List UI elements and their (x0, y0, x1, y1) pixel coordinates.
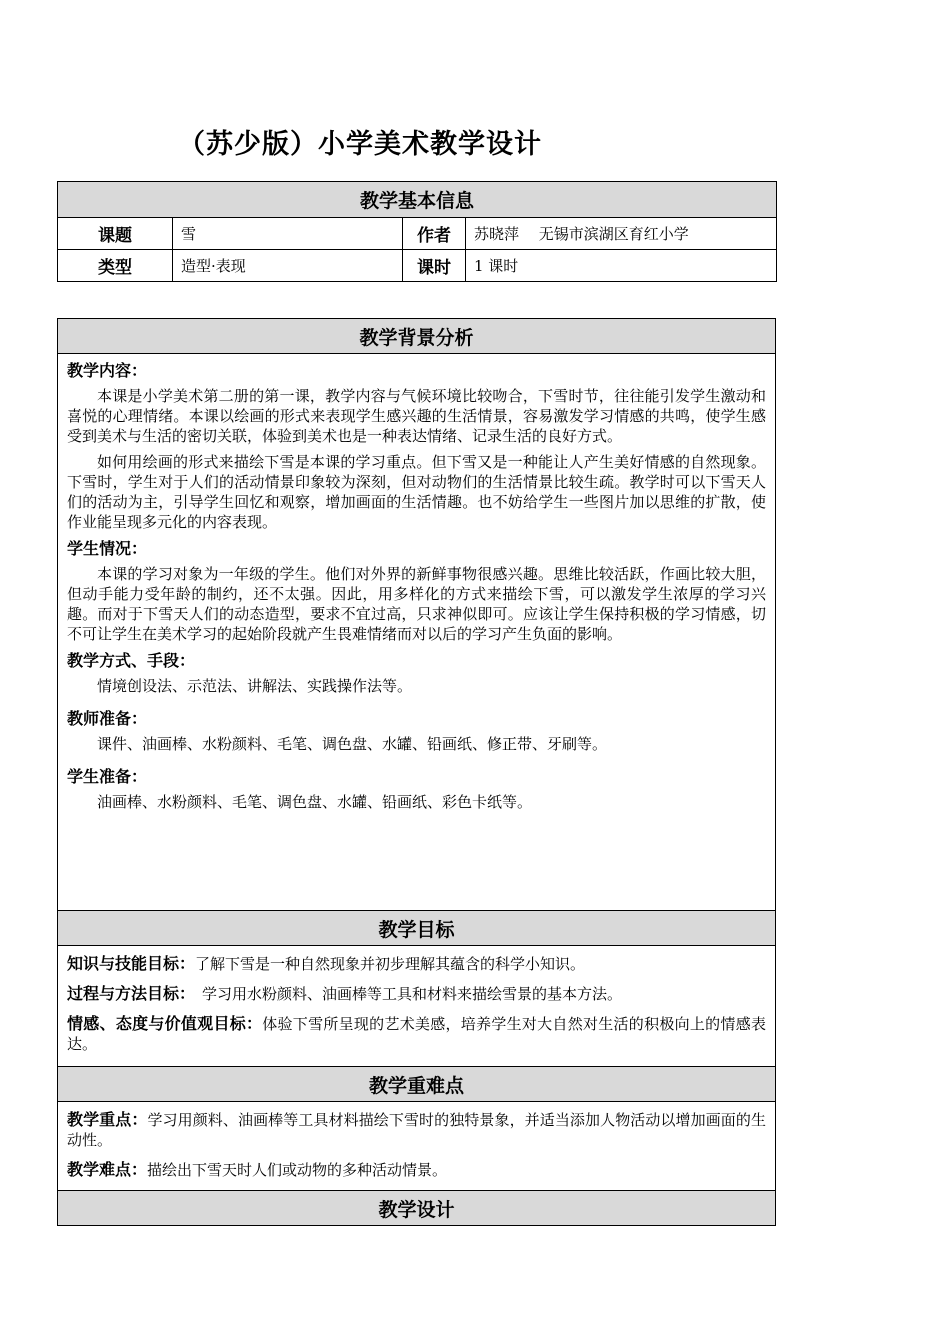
author-label: 作者 (403, 218, 466, 250)
content-title: 教学内容： (67, 361, 148, 380)
knowledge-goal (67, 954, 766, 974)
difficult-point (67, 1160, 766, 1180)
knowledge-goal-label: 知识与技能目标： (67, 954, 196, 973)
key-point (67, 1110, 766, 1150)
content-paragraph-1: 本课是小学美术第二册的第一课，教学内容与气候环境比较吻合，下雪时节，往往能引发学生激动和喜悦的心理情绪。本课以绘画的形式来表现学生感兴趣的生活情景，容易激发学习情感的共鸣，使学生感受到美术与生活的密切关联，体验到美术也是一种表达情绪、记录生活的良好方式。 (67, 387, 766, 445)
content-paragraph-2: 如何用绘画的形式来描绘下雪是本课的学习重点。但下雪又是一种能让人产生美好情感的自然现象。下雪时，学生对于人们的活动情景印象较为深刻，但对动物们的生活情景比较生疏。教学时可以下雪天人们的活动为主，引导学生回忆和观察，增加画面的生活情趣。也不妨给学生一些图片加以思维的扩散，使作业能呈现多元化的内容表现。 (67, 453, 766, 531)
process-goal-text: 学习用水粉颜料、油画棒等工具和材料来描绘雪景的基本方法。 (187, 985, 623, 1003)
hours-label: 课时 (403, 250, 466, 282)
type-value: 造型·表现 (173, 250, 403, 282)
background-cell (58, 354, 776, 911)
difficult-point-label: 教学难点： (67, 1160, 148, 1179)
emotion-goal-label: 情感、态度与价值观目标： (67, 1014, 263, 1033)
student-prep-title: 学生准备： (67, 767, 148, 786)
keypoints-cell (58, 1102, 776, 1191)
knowledge-goal-text: 了解下雪是一种自然现象并初步理解其蕴含的科学小知识。 (195, 955, 586, 973)
author-value: 苏晓萍 无锡市滨湖区育红小学 (466, 218, 777, 250)
basic-info-table (57, 181, 777, 282)
process-goal (67, 984, 766, 1004)
design-header: 教学设计 (58, 1191, 776, 1226)
emotion-goal (67, 1014, 766, 1054)
student-prep-text: 油画棒、水粉颜料、毛笔、调色盘、水罐、铅画纸、彩色卡纸等。 (97, 793, 533, 811)
keypoints-header: 教学重难点 (58, 1067, 776, 1102)
teacher-prep-text: 课件、油画棒、水粉颜料、毛笔、调色盘、水罐、铅画纸、修正带、牙刷等。 (97, 735, 608, 753)
background-header: 教学背景分析 (58, 319, 776, 354)
emotion-goal-text: 体验下雪所呈现的艺术美感，培养学生对大自然对生活的积极向上的情感表达。 (67, 1015, 766, 1053)
key-point-text: 学习用颜料、油画棒等工具材料描绘下雪时的独特景象，并适当添加人物活动以增加画面的生动性。 (67, 1111, 766, 1149)
student-title: 学生情况： (67, 539, 148, 558)
student-paragraph: 本课的学习对象为一年级的学生。他们对外界的新鲜事物很感兴趣。思维比较活跃，作画比较大胆，但动手能力受年龄的制约，还不太强。因此，用多样化的方式来描绘下雪，可以激发学生浓厚的学习兴趣。而对于下雪天人们的动态造型，要求不宜过高，只求神似即可。应该让学生保持积极的学习情感，切不可让学生在美术学习的起始阶段就产生畏难情绪而对以后的学习产生负面的影响。 (67, 565, 766, 643)
topic-value: 雪 (173, 218, 403, 250)
goals-cell (58, 946, 776, 1067)
page-title: （苏少版）小学美术教学设计 (178, 129, 542, 160)
lesson-plan-table (57, 318, 776, 1226)
basic-info-header: 教学基本信息 (58, 182, 777, 218)
hours-value: 1 课时 (466, 250, 777, 282)
topic-label: 课题 (58, 218, 173, 250)
process-goal-label: 过程与方法目标： (67, 984, 188, 1003)
goals-header: 教学目标 (58, 911, 776, 946)
method-title: 教学方式、手段： (67, 651, 196, 670)
teacher-prep-title: 教师准备： (67, 709, 148, 728)
type-label: 类型 (58, 250, 173, 282)
difficult-point-text: 描绘出下雪天时人们或动物的多种活动情景。 (147, 1161, 448, 1179)
method-text: 情境创设法、示范法、讲解法、实践操作法等。 (97, 677, 413, 695)
key-point-label: 教学重点： (67, 1110, 148, 1129)
